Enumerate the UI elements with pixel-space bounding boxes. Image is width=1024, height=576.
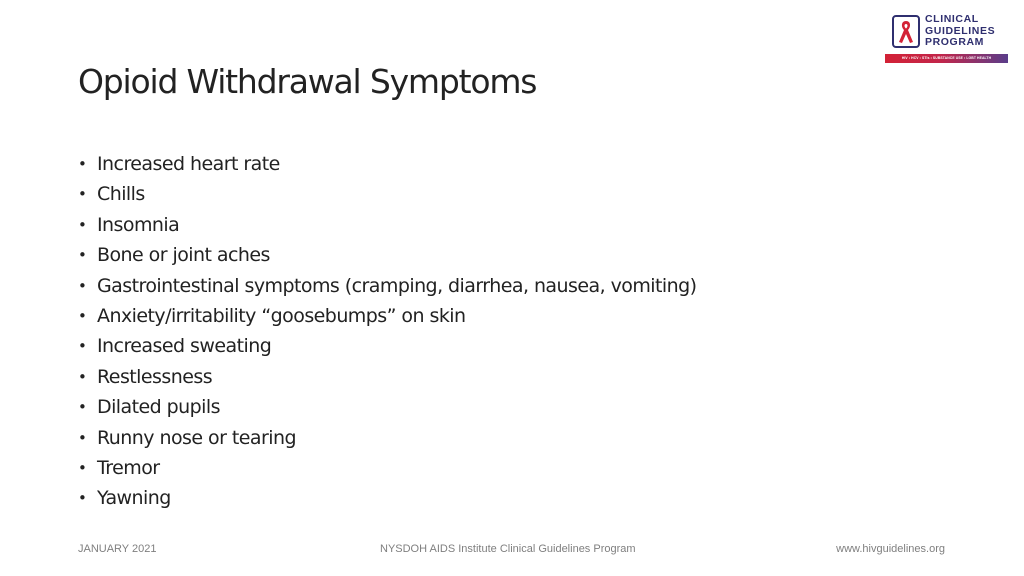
footer-program-name: NYSDOH AIDS Institute Clinical Guidelines Program (380, 543, 636, 555)
bullet-icon: • (78, 489, 87, 508)
bullet-icon: • (78, 246, 87, 265)
logo-line-1: CLINICAL (925, 13, 979, 25)
logo-line-3: PROGRAM (925, 36, 985, 48)
bullet-icon: • (78, 367, 87, 386)
bullet-icon: • (78, 215, 87, 234)
clinical-guidelines-logo (885, 13, 1008, 65)
bullet-icon: • (78, 458, 87, 477)
bullet-icon: • (78, 276, 87, 295)
bullet-icon: • (78, 185, 87, 204)
logo-line-2: GUIDELINES (925, 24, 996, 37)
bullet-icon: • (78, 337, 87, 356)
red-ribbon-icon (892, 15, 920, 48)
logo-tagline: HIV • HCV • STIs • SUBSTANCE USE • LGBT HEALTH (885, 54, 1008, 63)
slide: CLINICAL GUIDELINES PROGRAM HIV • HCV • STIs • SUBSTANCE USE • LGBT HEALTH Opioid Withdrawal Symptoms • Increased heart rate • Chills • Insomnia • Bone or joint aches • Gastrointestinal symptoms (cramping, diarrhea, nausea, vomiting) • Anxiety/irritability “goosebumps” on skin • Increased sweating • Restlessness • Dilated pupils • Runny nose or tearing • Tremor • Yawning JANUARY 2021 NYSDOH AIDS Institute Clinical Guidelines Program www.hivguidelines.org (0, 0, 1024, 576)
bullet-icon: • (78, 428, 87, 447)
bullet-icon: • (78, 398, 87, 417)
footer-url: www.hivguidelines.org (836, 543, 945, 555)
bullet-icon: • (78, 155, 87, 173)
footer-date: JANUARY 2021 (78, 543, 157, 555)
bullet-icon: • (78, 306, 87, 325)
logo-wordmark (925, 14, 995, 49)
slide-title: Opioid Withdrawal Symptoms (78, 62, 537, 101)
